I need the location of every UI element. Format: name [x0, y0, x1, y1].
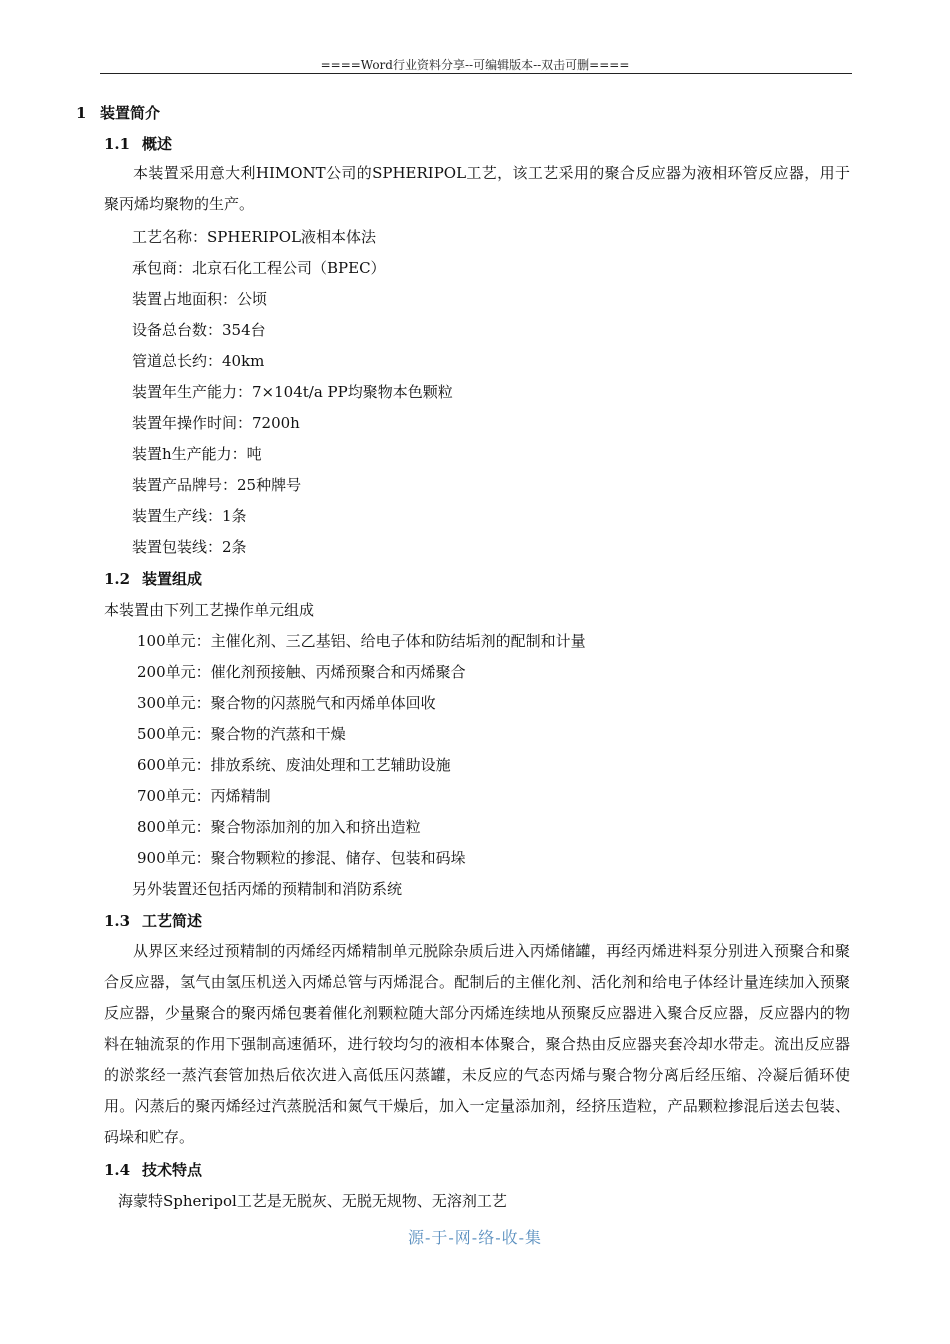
process-paragraph: 从界区来经过预精制的丙烯经丙烯精制单元脱除杂质后进入丙烯储罐，再经丙烯进料泵分别进入预聚合和聚合反应器，氢气由氢压机送入丙烯总管与丙烯混合。配制后的主催化剂、活化剂和给电子体经计量连续加入预聚反应器，少量聚合的聚丙烯包裹着催化剂颗粒随大部分丙烯连续地从预聚反应器进入聚合反应器，反应器内的物料在轴流泵的作用下强制高速循环，进行较均匀的液相本体聚合，聚合热由反应器夹套冷却水带走。流出反应器的淤浆经一蒸汽套管加热后依次进入高低压闪蒸罐，未反应的气态丙烯与聚合物分离后经压缩、冷凝后循环使用。闪蒸后的聚丙烯经过汽蒸脱活和氮气干燥后，加入一定量添加剂，经挤压造粒，产品颗粒掺混后送去包装、码垛和贮存。: [104, 942, 850, 1146]
unit-line: 700单元：丙烯精制: [137, 787, 271, 805]
unit-line: 500单元：聚合物的汽蒸和干燥: [137, 725, 346, 743]
unit-line: 900单元：聚合物颗粒的掺混、储存、包装和码垛: [137, 849, 466, 867]
unit-line: 300单元：聚合物的闪蒸脱气和丙烯单体回收: [137, 694, 436, 712]
page-footer: 源-于-网-络-收-集: [407, 1228, 543, 1247]
section-title: 工艺简述: [142, 912, 203, 930]
fact-line: 承包商：北京石化工程公司（BPEC）: [132, 259, 386, 277]
section-1-heading: [76, 103, 160, 123]
section-title: 技术特点: [142, 1161, 203, 1179]
fact-line: 装置生产线：1条: [132, 507, 247, 525]
unit-line: 600单元：排放系统、废油处理和工艺辅助设施: [137, 756, 451, 774]
fact-line: 装置年操作时间：7200h: [132, 414, 300, 432]
section-1-1-heading: [104, 134, 172, 154]
fact-line: 设备总台数：354台: [132, 321, 266, 339]
section-title: 装置简介: [100, 104, 161, 122]
fact-line: 装置h生产能力：吨: [132, 445, 262, 463]
section-1-2-heading: [104, 569, 202, 589]
features-line: 海蒙特Spheripol工艺是无脱灰、无脱无规物、无溶剂工艺: [118, 1192, 507, 1210]
unit-line: 100单元：主催化剂、三乙基铝、给电子体和防结垢剂的配制和计量: [137, 632, 586, 650]
fact-line: 装置年生产能力：7×104t/a PP均聚物本色颗粒: [132, 383, 453, 401]
section-number: 1.1: [104, 135, 131, 153]
section-title: 概述: [142, 135, 173, 153]
header-divider: [100, 73, 852, 74]
section-number: 1.2: [104, 570, 131, 588]
section-number: 1.3: [104, 912, 131, 930]
unit-line: 800单元：聚合物添加剂的加入和挤出造粒: [137, 818, 421, 836]
fact-line: 装置包装线：2条: [132, 538, 247, 556]
section-number: 1.4: [104, 1161, 131, 1179]
section-number: 1: [76, 104, 87, 122]
unit-line: 200单元：催化剂预接触、丙烯预聚合和丙烯聚合: [137, 663, 466, 681]
overview-paragraph: 本装置采用意大利HIMONT公司的SPHERIPOL工艺，该工艺采用的聚合反应器为液相环管反应器，用于聚丙烯均聚物的生产。: [104, 164, 850, 213]
section-1-3-heading: [104, 911, 202, 931]
section-1-4-heading: [104, 1160, 202, 1180]
fact-line: 装置占地面积：公顷: [132, 290, 268, 308]
fact-line: 工艺名称：SPHERIPOL液相本体法: [132, 228, 376, 246]
section-title: 装置组成: [142, 570, 203, 588]
composition-intro: 本装置由下列工艺操作单元组成: [104, 601, 315, 619]
composition-extra: 另外装置还包括丙烯的预精制和消防系统: [132, 880, 403, 898]
page-header: ====Word行业资料分享--可编辑版本--双击可删====: [320, 58, 630, 72]
fact-line: 装置产品牌号：25种牌号: [132, 476, 302, 494]
fact-line: 管道总长约：40km: [132, 352, 265, 370]
